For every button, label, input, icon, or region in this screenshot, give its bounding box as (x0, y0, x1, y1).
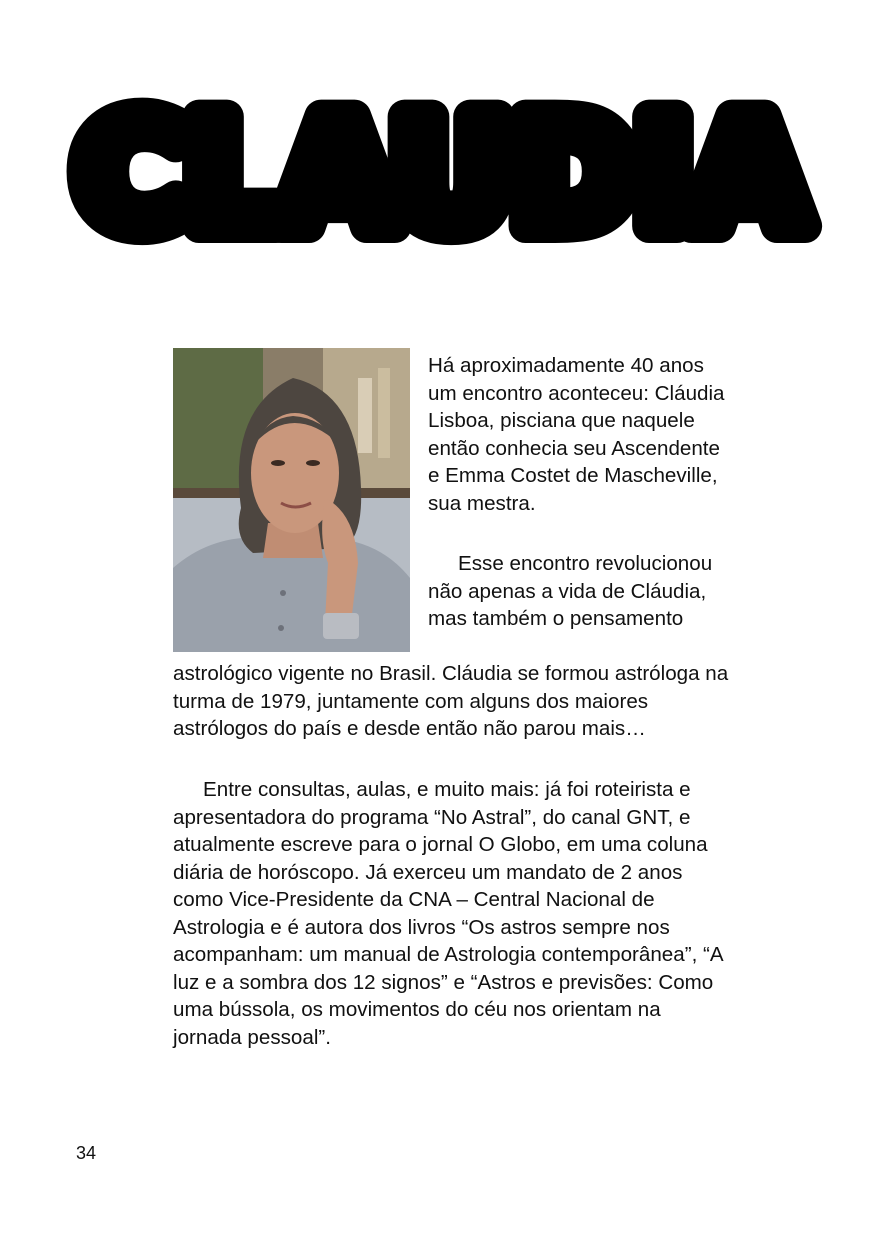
career-paragraph: Entre consultas, aulas, e muito mais: já foi roteirista e apresentadora do programa “No Astral”, do canal GNT, e atualmente escreve para o jornal O Globo, em uma coluna diária de horóscopo. Já exerceu um mandato de 2 anos como Vice-Presidente da CNA – Central Nacional de Astrologia e é autora dos livros “Os astros sempre nos acompanham: um manual de Astrologia contemporânea”, “A luz e a sombra dos 12 signos” e “Astros e previsões: Como uma bússola, os movimentos do céu nos orientam na jornada pessoal”. (173, 778, 723, 1049)
portrait-image (173, 348, 410, 652)
intro-paragraph: Há aproximadamente 40 anos um encontro aconteceu: Cláudia Lisboa, pisciana que naquele então conhecia seu Ascendente e Emma Costet de Mascheville, sua mestra. (428, 354, 725, 515)
title-text: CLAUDIA (76, 88, 806, 250)
encounter-paragraph-start: Esse encontro revolucionou não apenas a vida de Cláudia, mas também o pensamento (428, 552, 713, 630)
encounter-paragraph-end: astrológico vigente no Brasil. Cláudia se formou astróloga na turma de 1979, juntamente com alguns dos maiores astrólogos do país e desde então não parou mais… (173, 662, 729, 740)
portrait-photo (173, 348, 410, 652)
page-title (56, 88, 826, 250)
page-number: 34 (76, 1143, 97, 1163)
title-lettering (56, 88, 826, 250)
